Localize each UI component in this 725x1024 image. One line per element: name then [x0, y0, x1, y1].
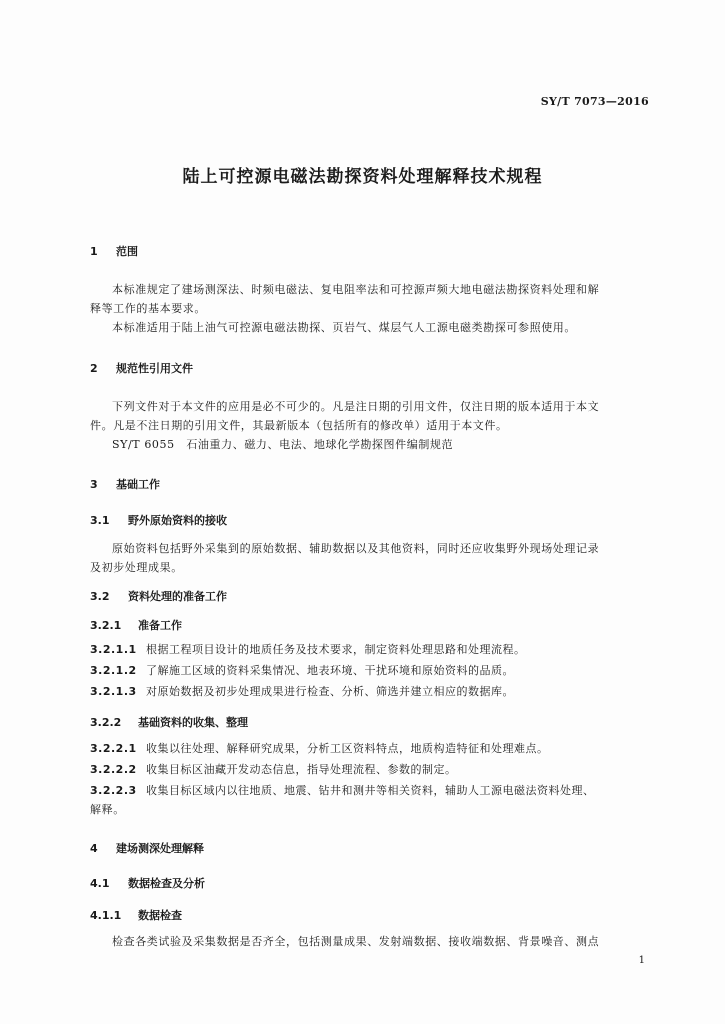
- document-title: 陆上可控源电磁法勘探资料处理解释技术规程: [182, 167, 543, 187]
- section-1-heading: [90, 243, 138, 259]
- paragraph-line: 本标准适用于陆上油气可控源电磁法勘探、页岩气、煤层气人工源电磁类勘探可参照使用。: [112, 321, 576, 334]
- section-title: 基础工作: [116, 478, 160, 491]
- clause-number: 3.2.2.3: [90, 784, 137, 797]
- reference-entry: SY/T 6055 石油重力、磁力、电法、地球化学勘探图件编制规范: [112, 438, 454, 451]
- section-number: 4.1: [90, 877, 110, 890]
- paragraph-line: 解释。: [90, 803, 125, 816]
- section-number: 3.2.1: [90, 619, 122, 632]
- clause-item: [90, 662, 514, 679]
- clause-number: 3.2.1.2: [90, 664, 137, 677]
- subsection-3-2-heading: [90, 588, 227, 604]
- subsection-4-1-heading: [90, 875, 205, 891]
- section-title: 资料处理的准备工作: [128, 590, 227, 603]
- section-number: 3.1: [90, 514, 110, 527]
- paragraph-line: 下列文件对于本文件的应用是必不可少的。凡是注日期的引用文件，仅注日期的版本适用于本文: [112, 400, 600, 413]
- section-title: 建场测深处理解释: [116, 842, 204, 855]
- section-title: 规范性引用文件: [116, 362, 193, 375]
- paragraph-line: 检查各类试验及采集数据是否齐全，包括测量成果、发射端数据、接收端数据、背景噪音、测点: [112, 935, 600, 948]
- section-title: 数据检查: [138, 909, 182, 922]
- clause-text: 收集以往处理、解释研究成果，分析工区资料特点，地质构造特征和处理难点。: [146, 742, 549, 755]
- clause-item: [90, 761, 457, 778]
- section-number: 4.1.1: [90, 909, 122, 922]
- section-4-heading: [90, 840, 204, 856]
- clause-text: 收集目标区油藏开发动态信息，指导处理流程、参数的制定。: [146, 763, 457, 776]
- paragraph-line: 件。凡是不注日期的引用文件，其最新版本（包括所有的修改单）适用于本文件。: [90, 419, 508, 432]
- paragraph-line: 及初步处理成果。: [90, 561, 183, 574]
- clause-item: [90, 740, 549, 757]
- clause-number: 3.2.1.3: [90, 685, 137, 698]
- paragraph-line: 释等工作的基本要求。: [90, 302, 206, 315]
- subsection-3-2-2-heading: [90, 714, 248, 730]
- section-2-heading: [90, 360, 193, 376]
- clause-number: 3.2.2.1: [90, 742, 137, 755]
- clause-text: 根据工程项目设计的地质任务及技术要求，制定资料处理思路和处理流程。: [146, 643, 526, 656]
- clause-item: [90, 683, 514, 700]
- section-number: 4: [90, 842, 98, 855]
- paragraph-line: 原始资料包括野外采集到的原始数据、辅助数据以及其他资料，同时还应收集野外现场处理记录: [112, 542, 600, 555]
- clause-item: [90, 641, 526, 658]
- section-number: 3: [90, 478, 98, 491]
- subsection-4-1-1-heading: [90, 907, 182, 923]
- section-title: 数据检查及分析: [128, 877, 205, 890]
- section-title: 范围: [116, 245, 138, 258]
- paragraph-line: 本标准规定了建场测深法、时频电磁法、复电阻率法和可控源声频大地电磁法勘探资料处理和解: [112, 283, 600, 296]
- clause-number: 3.2.2.2: [90, 763, 137, 776]
- section-number: 3.2.2: [90, 716, 122, 729]
- section-number: 1: [90, 245, 98, 258]
- clause-text: 了解施工区域的资料采集情况、地表环境、干扰环境和原始资料的品质。: [146, 664, 514, 677]
- section-number: 2: [90, 362, 98, 375]
- clause-text: 对原始数据及初步处理成果进行检查、分析、筛选并建立相应的数据库。: [146, 685, 514, 698]
- section-number: 3.2: [90, 590, 110, 603]
- subsection-3-2-1-heading: [90, 617, 182, 633]
- subsection-3-1-heading: [90, 512, 227, 528]
- standard-code: SY/T 7073—2016: [540, 95, 649, 108]
- page-number: 1: [638, 955, 645, 966]
- clause-item: [90, 782, 595, 799]
- section-3-heading: [90, 476, 160, 492]
- section-title: 准备工作: [138, 619, 182, 632]
- clause-text: 收集目标区域内以往地质、地震、钻井和测井等相关资料，辅助人工源电磁法资料处理、: [146, 784, 595, 797]
- clause-number: 3.2.1.1: [90, 643, 137, 656]
- section-title: 基础资料的收集、整理: [138, 716, 248, 729]
- section-title: 野外原始资料的接收: [128, 514, 227, 527]
